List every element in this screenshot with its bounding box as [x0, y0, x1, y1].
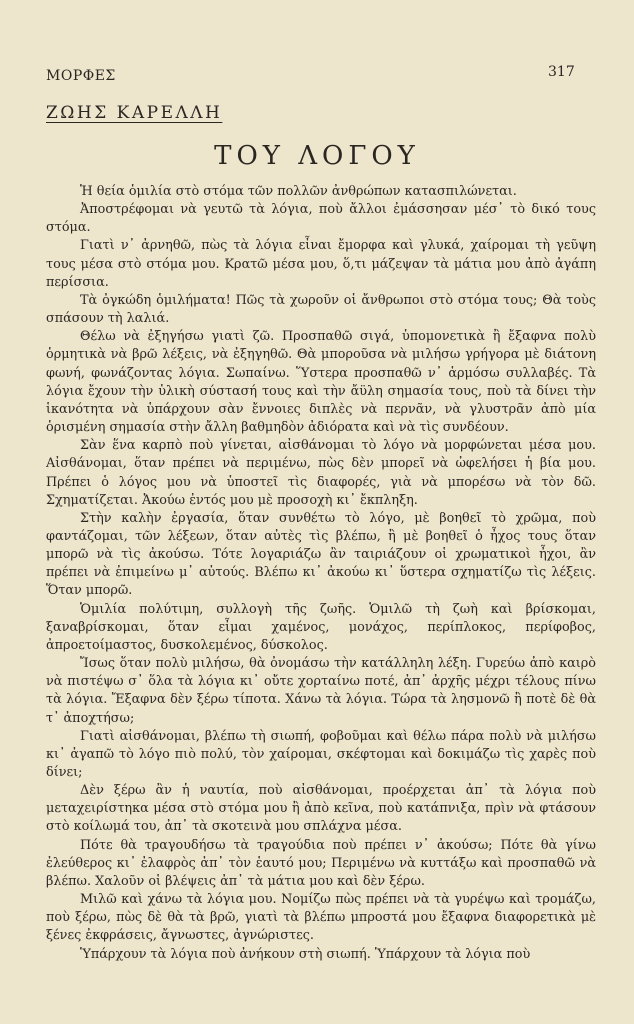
paragraph: Στὴν καλὴν ἐργασία, ὅταν συνθέτω τὸ λόγο, μὲ βοηθεῖ τὸ χρῶμα, ποὺ φαντάζομαι, τῶν λέξεων, ὅταν αὐτὲς τὶς βλέπω, ἢ μὲ βοηθεῖ ὁ ἦχος τους ὅταν μπορῶ νὰ τὶς ἀκούσω. Τότε λογαριάζω ἂν ταιριάζουν οἱ χρωματικοὶ ἦχοι, ἂν πρέπει νὰ ἐπιμείνω μ᾽ αὐτούς. Βλέπω κι᾽ ἀκούω κι᾽ ὕστερα σχηματίζω τὶς λέξεις. Ὅταν μπορῶ.: [46, 510, 596, 599]
paragraph: Σὰν ἕνα καρπὸ ποὺ γίνεται, αἰσθάνομαι τὸ λόγο νὰ μορφώνεται μέσα μου. Αἰσθάνομαι, ὅταν πρέπει νὰ περιμένω, πὼς δὲν μπορεῖ νὰ ὠφελήσει ἡ βία μου. Πρέπει ὁ λόγος μου νὰ ὑποστεῖ τὶς διαφορές, γιὰ νὰ μπορέσω νὰ τὸν δῶ. Σχηματίζεται. Ἀκούω ἐντός μου μὲ προσοχὴ κι᾽ ἔκπληξη.: [46, 438, 596, 508]
paragraph: Πότε θὰ τραγουδήσω τὰ τραγούδια ποὺ πρέπει ν᾽ ἀκούσω; Πότε θὰ γίνω ἐλεύθερος κι᾽ ἐλαφρὸς ἀπ᾽ τὸν ἑαυτό μου; Περιμένω νὰ κυττάξω καὶ προσπαθῶ νὰ βλέπω. Χαλοῦν οἱ βλέψεις ἀπ᾽ τὰ μάτια μου καὶ δὲν ξέρω.: [46, 837, 596, 889]
paragraph: Ἴσως ὅταν πολὺ μιλήσω, θὰ ὀνομάσω τὴν κατάλληλη λέξη. Γυρεύω ἀπὸ καιρὸ νὰ πιστέψω σ᾽ ὅλα τὰ λόγια κι᾽ οὔτε χορταίνω ποτέ, ἀπ᾽ ἀρχῆς μέχρι τέλους πίνω τὰ λόγια. Ἔξαφνα δὲν ξέρω τίποτα. Χάνω τὰ λόγια. Τώρα τὰ λησμονῶ ἢ ποτὲ δὲ θὰ τ᾽ ἀποχτήσω;: [46, 656, 596, 726]
page-number: 317: [548, 64, 575, 80]
paragraph: Ὑπάρχουν τὰ λόγια ποὺ ἀνήκουν στὴ σιωπή. Ὑπάρχουν τὰ λόγια ποὺ: [80, 946, 531, 962]
paragraph: Ἡ θεία ὁμιλία στὸ στόμα τῶν πολλῶν ἀνθρώπων κατασπιλώνεται.: [80, 184, 517, 199]
author-name: ΖΩΗΣ ΚΑΡΕΛΛΗ: [46, 103, 223, 123]
paragraph: Γιατὶ αἰσθάνομαι, βλέπω τὴ σιωπή, φοβοῦμαι καὶ θέλω πάρα πολὺ νὰ μιλήσω κι᾽ ἀγαπῶ τὸ λόγο πιὸ πολύ, τὸν χαίρομαι, σκέφτομαι καὶ δοκιμάζω τὶς χαρὲς ποὺ δίνει;: [46, 728, 596, 780]
article-title: ΤΟΥ ΛΟΓΟΥ: [214, 141, 420, 171]
running-title: ΜΟΡΦΕΣ: [46, 68, 116, 84]
paragraph: Ἀποστρέφομαι νὰ γευτῶ τὰ λόγια, ποὺ ἄλλοι ἐμάσσησαν μέσ᾽ τὸ δικό τους στόμα.: [46, 202, 596, 236]
paragraph: Δὲν ξέρω ἂν ἡ ναυτία, ποὺ αἰσθάνομαι, προέρχεται ἀπ᾽ τὰ λόγια ποὺ μεταχειρίστηκα μέσα στὸ στόμα μου ἢ ἀπὸ κεῖνα, ποὺ κατάπνιξα, πρὶν νὰ φτάσουν στὸ κοίλωμά του, ἀπ᾽ τὰ σκοτεινὰ μου σπλάχνα μέσα.: [46, 783, 596, 835]
paragraph: Ὁμιλία πολύτιμη, συλλογὴ τῆς ζωῆς. Ὁμιλῶ τὴ ζωὴ καὶ βρίσκομαι, ξαναβρίσκομαι, ὅταν εἶμαι χαμένος, μονάχος, περίπλοκος, περίφοβος, ἀπροετοίμαστος, δυσκολεμένος, δύσκολος.: [46, 601, 596, 653]
paragraph: Μιλῶ καὶ χάνω τὰ λόγια μου. Νομίζω πὼς πρέπει νὰ τὰ γυρέψω καὶ τρομάζω, ποὺ ξέρω, πὼς δὲ θὰ τὰ βρῶ, γιατὶ τὰ βλέπω μπροστά μου ἔξαφνα διαφορετικὰ μὲ ξένες ἐκφράσεις, ἄγνωστες, ἀγνώριστες.: [46, 892, 596, 944]
paragraph: Γιατὶ ν᾽ ἀρνηθῶ, πὼς τὰ λόγια εἶναι ἔμορφα καὶ γλυκά, χαίρομαι τὴ γεῦψη τους μέσα στὸ στόμα μου. Κρατῶ μέσα μου, ὅ,τι μάζεψαν τὰ μάτια μου ἀπὸ ἀγάπη περίσσια.: [46, 238, 596, 290]
paragraph: Θέλω νὰ ἐξηγήσω γιατὶ ζῶ. Προσπαθῶ σιγά, ὑπομονετικὰ ἢ ἔξαφνα πολὺ ὁρμητικὰ νὰ βρῶ λέξεις, νὰ ἐξηγηθῶ. Θὰ μποροῦσα νὰ μιλήσω γρήγορα μὲ διάτονη φωνή, φωνάζοντας λόγια. Σωπαίνω. Ὕστερα προσπαθῶ ν᾽ ἁρμόσω συλλαβές. Τὰ λόγια ἔχουν τὴν ὑλικὴ σύστασή τους καὶ τὴν ἄϋλη σημασία τους, ποὺ τὰ δίνει τὴν ἱκανότητα νὰ ὑπάρχουν σὰν ἔννοιες διπλὲς νὰ περνᾶν, νὰ γλυστρᾶν ἀπὸ μία ὁρισμένη σημασία στὴν ἄλλη βαθμηδὸν ἀδιόρατα καὶ νὰ τὶς συνδέουν.: [46, 329, 596, 436]
paragraph: Τὰ ὀγκώδη ὁμιλήματα! Πῶς τὰ χωροῦν οἱ ἄνθρωποι στὸ στόμα τους; Θὰ τοὺς σπάσουν τὴ λαλιά.: [46, 292, 596, 327]
article-body: [46, 183, 596, 964]
